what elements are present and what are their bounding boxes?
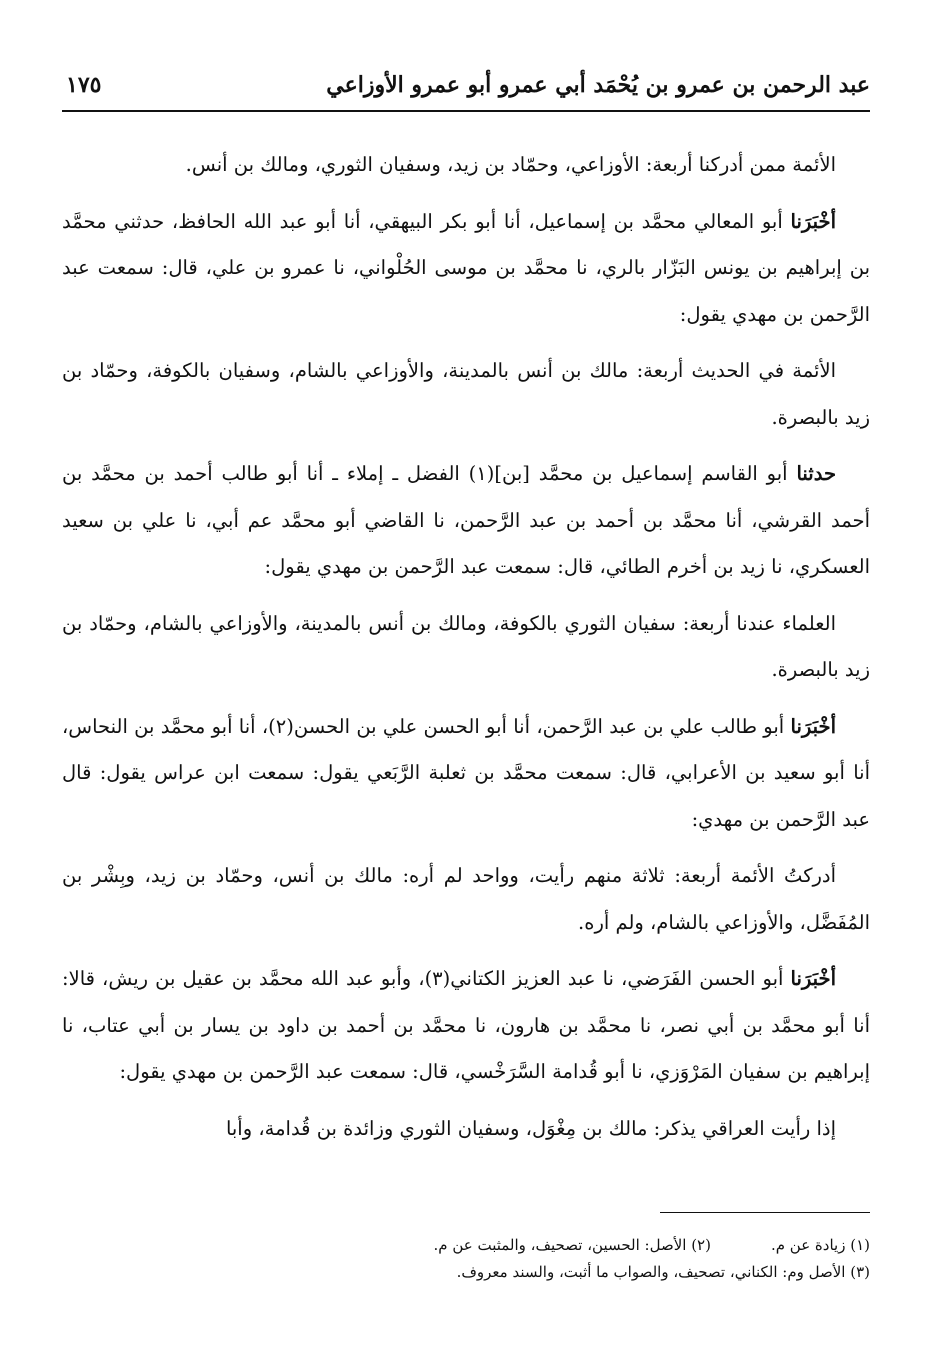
running-title: عبد الرحمن بن عمرو بن يُحْمَد أبي عمرو أبو عمرو الأوزاعي (326, 72, 870, 98)
paragraph (62, 956, 870, 1096)
paragraph (62, 348, 870, 441)
paragraph-text: أبو طالب علي بن عبد الرَّحمن، أنا أبو الحسن علي بن الحسن(٢)، أنا أبو محمَّد بن النحاس، أنا أبو سعيد بن الأعرابي، قال: سمعت محمَّد بن ثعلبة الرَّبَعي يقول: سمعت ابن عراس يقول: قال عبد الرَّحمن بن مهدي: (62, 714, 870, 831)
paragraph-text: أبو القاسم إسماعيل بن محمَّد [بن](١) الفضل ـ إملاء ـ أنا أبو طالب أحمد بن محمَّد بن أحمد القرشي، أنا محمَّد بن أحمد بن عبد الرَّحمن، نا القاضي أبو محمَّد عم أبي، نا علي بن سعيد العسكري، نا زيد بن أخرم الطائي، قال: سمعت عبد الرَّحمن بن مهدي يقول: (62, 462, 870, 578)
paragraph-text: أدركتُ الأئمة أربعة: ثلاثة منهم رأيت، وواحد لم أره: مالك بن أنس، وحمّاد بن زيد، وبِشْر بن المُفَضَّل، والأوزاعي بالشام، ولم أره. (62, 864, 870, 934)
paragraph-text: أبو الحسن الفَرَضي، نا عبد العزيز الكتاني(٣)، وأبو عبد الله محمَّد بن عقيل بن ريش، قالا: أنا أبو محمَّد بن أبي نصر، نا محمَّد بن هارون، نا محمَّد بن أحمد بن داود بن يسار بن أبي عتاب، نا إبراهيم بن سفيان المَرْوَزي، نا أبو قُدامة السَّرَخْسي، قال: سمعت عبد الرَّحمن بن مهدي يقول: (62, 967, 870, 1083)
paragraph (62, 704, 870, 844)
chain-lead-word: أخْبَرَنا (790, 714, 836, 738)
page-number: ١٧٥ (66, 72, 102, 98)
paragraph (62, 853, 870, 946)
paragraph-text: أبو المعالي محمَّد بن إسماعيل، أنا أبو بكر البيهقي، أنا أبو عبد الله الحافظ، حدثني محمَّد بن إبراهيم بن يونس البَزّار بالري، نا محمَّد بن موسى الحُلْواني، نا عمرو بن علي، قال: سمعت عبد الرَّحمن بن مهدي يقول: (62, 209, 870, 326)
paragraph (62, 601, 870, 694)
footnote-separator (660, 1212, 870, 1213)
footnote-1: (١) زيادة عن م. (770, 1236, 870, 1254)
paragraph-text: إذا رأيت العراقي يذكر: مالك بن مِغْوَل، وسفيان الثوري وزائدة بن قُدامة، وأبا (225, 1116, 836, 1140)
chain-lead-word: أخْبَرَنا (790, 209, 836, 233)
chain-lead-word: أخْبَرَنا (790, 967, 836, 990)
book-page (62, 70, 870, 1281)
paragraph (62, 1106, 870, 1153)
main-text (62, 142, 870, 1162)
footnote-line (62, 1232, 870, 1259)
paragraph-text: العلماء عندنا أربعة: سفيان الثوري بالكوفة، ومالك بن أنس بالمدينة، والأوزاعي بالشام، وحمّاد بن زيد بالبصرة. (62, 611, 870, 681)
chain-lead-word: حدثنا (796, 462, 837, 485)
footnote-3: (٣) الأصل وم: الكناني، تصحيف، والصواب ما أثبت، والسند معروف. (456, 1263, 870, 1281)
footnote-2: (٢) الأصل: الحسين، تصحيف، والمثبت عن م. (433, 1236, 711, 1254)
paragraph (62, 142, 870, 189)
footnote-line (62, 1259, 870, 1286)
header-rule (62, 110, 870, 112)
paragraph (62, 199, 870, 339)
footnotes (62, 1232, 870, 1286)
paragraph (62, 451, 870, 591)
paragraph-text: الأئمة في الحديث أربعة: مالك بن أنس بالمدينة، والأوزاعي بالشام، وسفيان بالكوفة، وحمّاد بن زيد بالبصرة. (62, 359, 870, 429)
paragraph-text: الأئمة ممن أدركنا أربعة: الأوزاعي، وحمّاد بن زيد، وسفيان الثوري، ومالك بن أنس. (185, 153, 836, 176)
page-header (62, 70, 870, 110)
